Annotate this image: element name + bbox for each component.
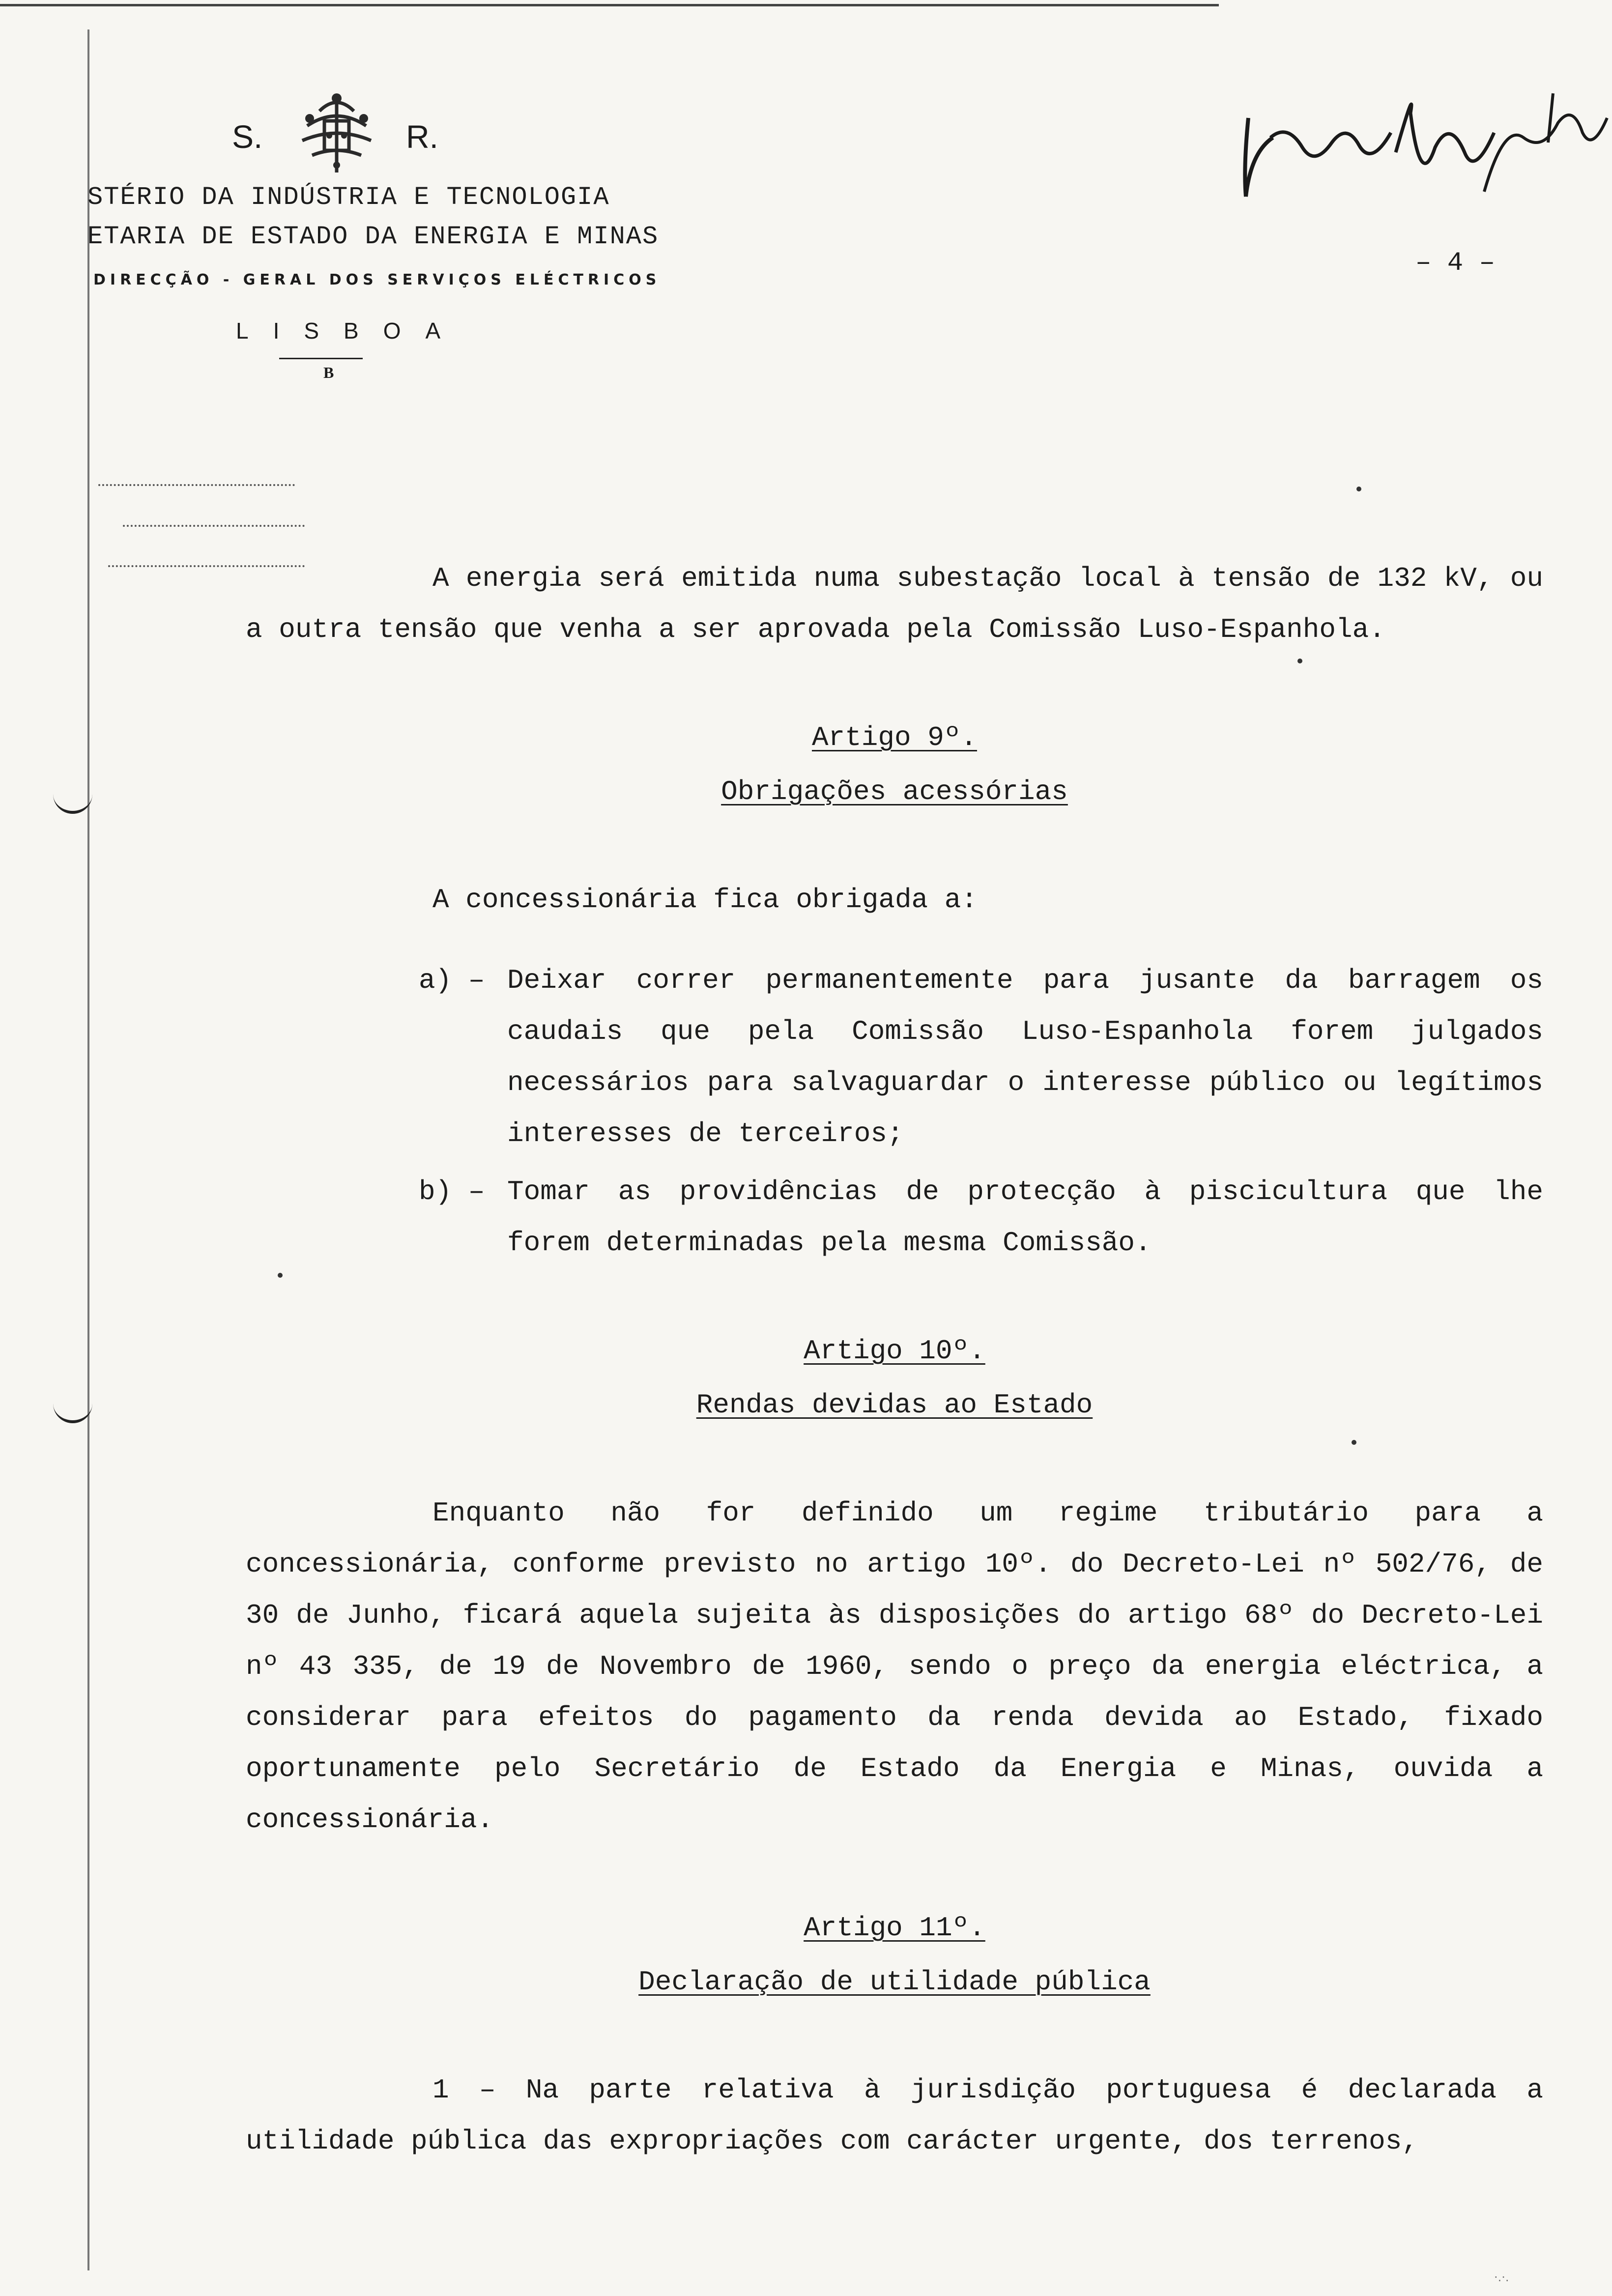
article-9-title: Artigo 9º. — [811, 722, 978, 753]
article-10-title: Artigo 10º. — [804, 1335, 985, 1367]
article-9-intro: A concessionária fica obrigada a: — [432, 884, 978, 916]
article-10-subtitle: Rendas devidas ao Estado — [696, 1389, 1093, 1421]
article-10-text: Enquanto não for definido um regime tributário para a concessionária, conforme previsto no artigo 10º. do Decreto-Lei nº 502/76, de 30 de Junho, ficará aquela sujeita às disposições do artigo 68º do Decreto-Lei nº 43 335, de 19 de Novembro de 1960, sendo o preço da energia eléctrica, a considerar para efeitos do pagamento da renda devida ao Estado, fixado oportunamente pelo Secretário de Estado da Energia e Minas, ouvida a concessionária. — [246, 1497, 1543, 1836]
city-line: LISBOA — [236, 318, 465, 344]
scan-footer-mark: ·.·. — [1494, 2270, 1509, 2284]
ministry-line: STÉRIO DA INDÚSTRIA E TECNOLOGIA — [87, 183, 610, 212]
item-a-text: Deixar correr permanentemente para jusante da barragem os caudais que pela Comissão Luso-Espanhola forem julgados necessários para salvaguardar o interesse público ou legítimos interesses de terceiros; — [507, 965, 1543, 1149]
directorate-line: DIRECÇÃO - GERAL DOS SERVIÇOS ELÉCTRICOS — [93, 271, 661, 288]
letterhead-s: S. — [232, 118, 263, 155]
binding-mark — [53, 1391, 92, 1423]
article-9-item-b — [246, 1166, 1543, 1268]
article-11-title: Artigo 11º. — [804, 1912, 985, 1944]
item-b-text: Tomar as providências de protecção à piscicultura que lhe forem determinadas pela mesma Comissão. — [507, 1176, 1543, 1259]
article-10-heading — [246, 1325, 1543, 1431]
speck — [1356, 487, 1361, 491]
dotted-line — [98, 484, 295, 486]
binding-mark — [53, 781, 92, 814]
secretariat-line: ETARIA DE ESTADO DA ENERGIA E MINAS — [87, 222, 659, 251]
letterhead-mark: B — [323, 364, 334, 381]
item-a-marker: a) – — [419, 965, 485, 996]
handwritten-signature — [1229, 64, 1612, 211]
document-body — [246, 553, 1543, 2224]
scan-left-edge — [87, 29, 89, 2270]
article-11-heading — [246, 1902, 1543, 2008]
dotted-line — [123, 525, 305, 527]
scan-top-edge — [0, 4, 1219, 6]
page-number: – 4 – — [1415, 248, 1496, 278]
item-b-marker: b) – — [419, 1176, 485, 1207]
article-9-subtitle: Obrigações acessórias — [721, 776, 1068, 807]
article-9-heading — [246, 712, 1543, 817]
article-11-subtitle: Declaração de utilidade pública — [638, 1966, 1151, 1998]
article-11-text: 1 – Na parte relativa à jurisdição portuguesa é declarada a utilidade pública das expropriações com carácter urgente, dos terrenos, — [246, 2074, 1543, 2157]
coat-of-arms-emblem — [290, 91, 383, 178]
letterhead-rule — [279, 358, 363, 359]
opening-paragraph: A energia será emitida numa subestação local à tensão de 132 kV, ou a outra tensão que venha a ser aprovada pela Comissão Luso-Espanhola. — [246, 563, 1543, 645]
letterhead-r: R. — [406, 118, 438, 155]
article-9-item-a — [246, 955, 1543, 1159]
